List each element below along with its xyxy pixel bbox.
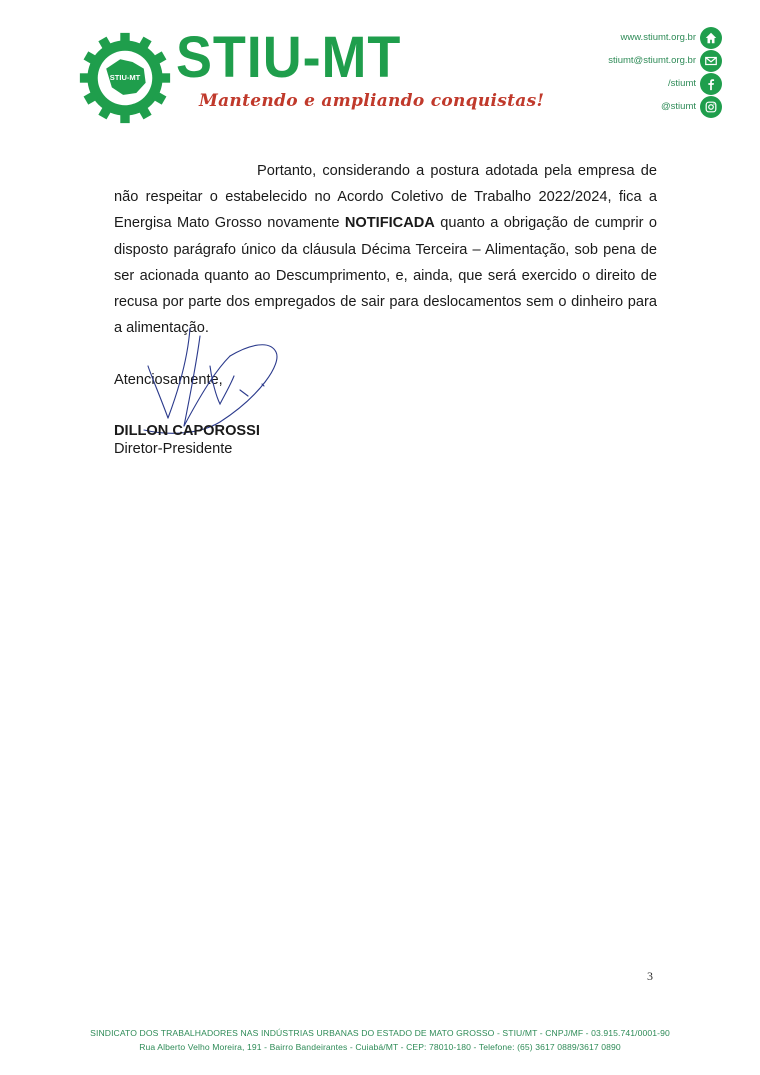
contact-email-text[interactable]: stiumt@stiumt.org.br (608, 55, 696, 66)
contact-website-text[interactable]: www.stiumt.org.br (620, 32, 696, 43)
footer-address-line: Rua Alberto Velho Moreira, 191 - Bairro Bandeirantes - Cuiabá/MT - CEP: 78010-180 - Telefone: (65) 3617 0889/3617 0890 (139, 1042, 621, 1052)
closing-salutation: Atenciosamente, (114, 372, 223, 388)
contact-list (462, 26, 722, 118)
union-logo (78, 31, 172, 125)
footer-organization-line: SINDICATO DOS TRABALHADORES NAS INDÚSTRIAS URBANAS DO ESTADO DE MATO GROSSO - STIU/MT - CNPJ/MF - 03.915.741/0001-90 (90, 1028, 670, 1038)
brand-slogan: Mantendo e ampliando conquistas! (199, 91, 545, 111)
contact-facebook-text[interactable]: /stiumt (668, 78, 696, 89)
paragraph-part-1: Portanto, considerando a postura adotada pela empresa de não respeitar o estabelecido no Acordo Coletivo de Trabalho 2022/2024, fica a Energisa Mato Grosso novamente (114, 163, 657, 232)
contact-instagram-text[interactable]: @stiumt (661, 101, 696, 112)
notified-emphasis: NOTIFICADA (344, 215, 435, 232)
page-number: 3 (647, 969, 653, 983)
contact-instagram[interactable] (462, 95, 722, 118)
brand-name: STIU-MT (176, 25, 402, 90)
facebook-icon (700, 73, 722, 95)
instagram-icon (700, 96, 722, 118)
home-icon (700, 27, 722, 49)
signatory-name: DILLON CAPOROSSI (114, 423, 260, 439)
mail-icon (700, 50, 722, 72)
logo-map-text: STIU-MT (109, 72, 141, 82)
paragraph-part-2: quanto a obrigação de cumprir o disposto parágrafo único da cláusula Décima Terceira – Alimentação, sob pena de ser acionada quanto ao Descumprimento, e, ainda, que será exercido o direito de recusa por parte dos empregados de sair para deslocamentos sem o dinheiro para a alimentação. (114, 215, 657, 337)
contact-facebook[interactable] (462, 72, 722, 95)
signatory-role: Diretor-Presidente (114, 441, 233, 457)
notification-paragraph (114, 158, 657, 341)
contact-email[interactable] (462, 49, 722, 72)
contact-website[interactable] (462, 26, 722, 49)
